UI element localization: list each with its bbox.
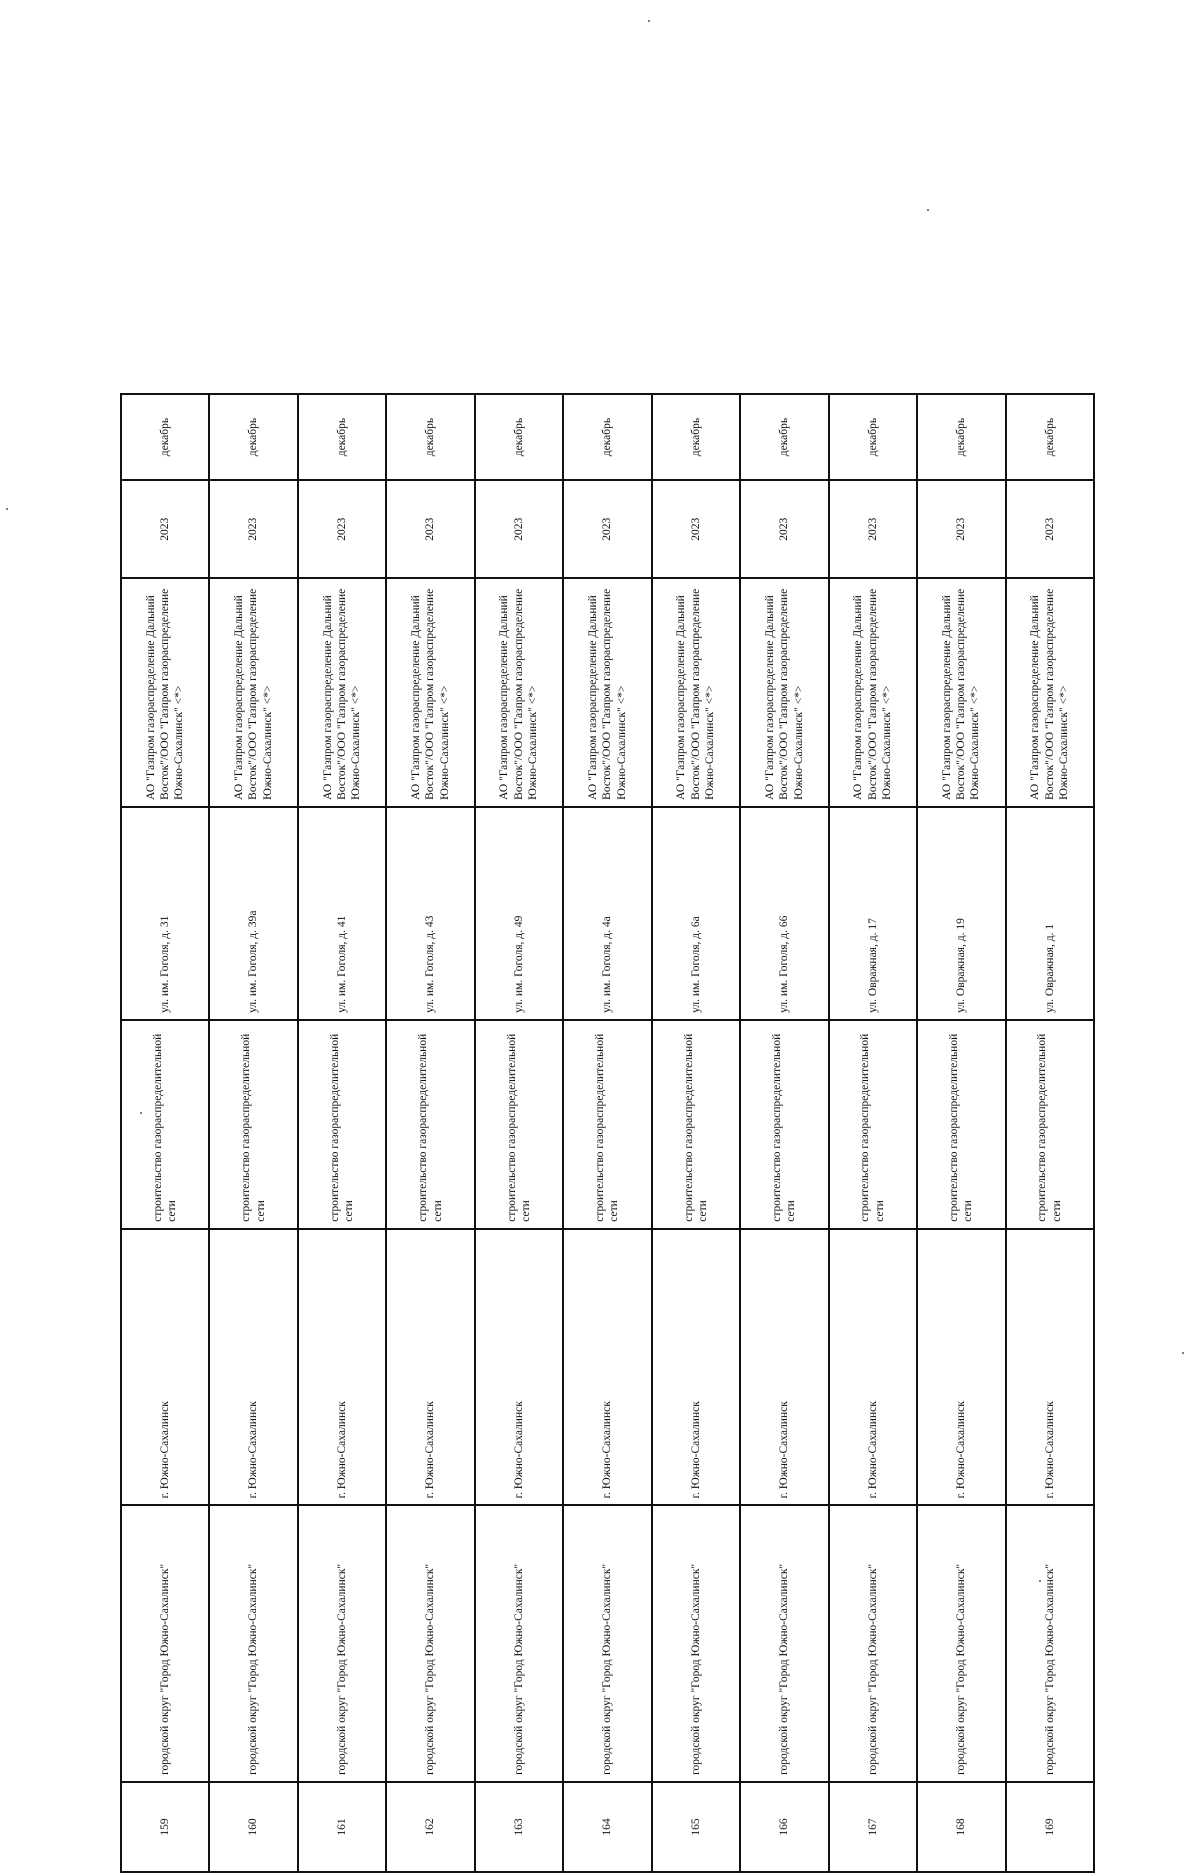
row-number-cell: 162 [386,1782,474,1872]
address-cell: ул. им. Гоголя, д. 31 [121,807,209,1020]
table-row [386,394,474,1872]
row-number-cell: 164 [563,1782,651,1872]
scan-speck [1182,1352,1184,1354]
work-type-cell: строительство газораспределительной сети [121,1020,209,1229]
work-type-cell: строительство газораспределительной сети [1006,1020,1094,1229]
address-cell: ул. им. Гоголя, д. 66 [740,807,828,1020]
organization-cell: АО "Газпром газораспределение Дальний Восток"/ООО "Газпром газораспределение Южно-Сахалинск" <*> [1006,578,1094,806]
year-cell: 2023 [298,480,386,578]
settlement-cell: г. Южно-Сахалинск [386,1229,474,1506]
row-number-cell: 159 [121,1782,209,1872]
work-type-cell: строительство газораспределительной сети [917,1020,1005,1229]
table-row [298,394,386,1872]
row-number-cell: 169 [1006,1782,1094,1872]
municipal-district-cell: городской округ "Город Южно-Сахалинск" [563,1505,651,1782]
scan-speck [648,20,650,22]
row-number-cell: 165 [652,1782,740,1872]
month-cell: декабрь [563,394,651,480]
address-cell: ул. им. Гоголя, д. 6а [652,807,740,1020]
year-cell: 2023 [652,480,740,578]
row-number-cell: 163 [475,1782,563,1872]
month-cell: декабрь [298,394,386,480]
address-cell: ул. Овражная, д. 17 [829,807,917,1020]
month-cell: декабрь [917,394,1005,480]
settlement-cell: г. Южно-Сахалинск [917,1229,1005,1506]
municipal-district-cell: городской округ "Город Южно-Сахалинск" [917,1505,1005,1782]
settlement-cell: г. Южно-Сахалинск [1006,1229,1094,1506]
organization-cell: АО "Газпром газораспределение Дальний Восток"/ООО "Газпром газораспределение Южно-Сахалинск" <*> [386,578,474,806]
year-cell: 2023 [386,480,474,578]
settlement-cell: г. Южно-Сахалинск [829,1229,917,1506]
organization-cell: АО "Газпром газораспределение Дальний Восток"/ООО "Газпром газораспределение Южно-Сахалинск" <*> [917,578,1005,806]
table-row [209,394,297,1872]
address-cell: ул. им. Гоголя, д. 49 [475,807,563,1020]
row-number-cell: 160 [209,1782,297,1872]
year-cell: 2023 [740,480,828,578]
work-type-cell: строительство газораспределительной сети [298,1020,386,1229]
year-cell: 2023 [829,480,917,578]
settlement-cell: г. Южно-Сахалинск [121,1229,209,1506]
organization-cell: АО "Газпром газораспределение Дальний Восток"/ООО "Газпром газораспределение Южно-Сахалинск" <*> [475,578,563,806]
municipal-district-cell: городской округ "Город Южно-Сахалинск" [386,1505,474,1782]
address-cell: ул. им. Гоголя, д. 41 [298,807,386,1020]
work-type-cell: строительство газораспределительной сети [475,1020,563,1229]
organization-cell: АО "Газпром газораспределение Дальний Восток"/ООО "Газпром газораспределение Южно-Сахалинск" <*> [652,578,740,806]
row-number-cell: 168 [917,1782,1005,1872]
year-cell: 2023 [917,480,1005,578]
gasification-schedule-table [120,393,1095,1873]
work-type-cell: строительство газораспределительной сети [829,1020,917,1229]
municipal-district-cell: городской округ "Город Южно-Сахалинск" [652,1505,740,1782]
municipal-district-cell: городской округ "Город Южно-Сахалинск" [121,1505,209,1782]
year-cell: 2023 [475,480,563,578]
year-cell: 2023 [563,480,651,578]
work-type-cell: строительство газораспределительной сети [740,1020,828,1229]
table-row [652,394,740,1872]
address-cell: ул. им. Гоголя, д. 39а [209,807,297,1020]
municipal-district-cell: городской округ "Город Южно-Сахалинск" [298,1505,386,1782]
work-type-cell: строительство газораспределительной сети [386,1020,474,1229]
municipal-district-cell: городской округ "Город Южно-Сахалинск" [829,1505,917,1782]
month-cell: декабрь [121,394,209,480]
scan-speck [927,209,929,211]
municipal-district-cell: городской округ "Город Южно-Сахалинск" [209,1505,297,1782]
year-cell: 2023 [1006,480,1094,578]
settlement-cell: г. Южно-Сахалинск [475,1229,563,1506]
work-type-cell: строительство газораспределительной сети [563,1020,651,1229]
work-type-cell: строительство газораспределительной сети [652,1020,740,1229]
address-cell: ул. Овражная, д. 19 [917,807,1005,1020]
month-cell: декабрь [386,394,474,480]
month-cell: декабрь [740,394,828,480]
organization-cell: АО "Газпром газораспределение Дальний Восток"/ООО "Газпром газораспределение Южно-Сахалинск" <*> [121,578,209,806]
year-cell: 2023 [121,480,209,578]
municipal-district-cell: городской округ "Город Южно-Сахалинск" [1006,1505,1094,1782]
organization-cell: АО "Газпром газораспределение Дальний Восток"/ООО "Газпром газораспределение Южно-Сахалинск" <*> [209,578,297,806]
organization-cell: АО "Газпром газораспределение Дальний Восток"/ООО "Газпром газораспределение Южно-Сахалинск" <*> [740,578,828,806]
settlement-cell: г. Южно-Сахалинск [298,1229,386,1506]
address-cell: ул. Овражная, д. 1 [1006,807,1094,1020]
municipal-district-cell: городской округ "Город Южно-Сахалинск" [740,1505,828,1782]
month-cell: декабрь [475,394,563,480]
month-cell: декабрь [652,394,740,480]
row-number-cell: 167 [829,1782,917,1872]
table-row [740,394,828,1872]
organization-cell: АО "Газпром газораспределение Дальний Восток"/ООО "Газпром газораспределение Южно-Сахалинск" <*> [298,578,386,806]
address-cell: ул. им. Гоголя, д. 4а [563,807,651,1020]
settlement-cell: г. Южно-Сахалинск [652,1229,740,1506]
settlement-cell: г. Южно-Сахалинск [563,1229,651,1506]
scan-speck [6,508,8,510]
year-cell: 2023 [209,480,297,578]
municipal-district-cell: городской округ "Город Южно-Сахалинск" [475,1505,563,1782]
row-number-cell: 166 [740,1782,828,1872]
table-body [121,394,1094,1872]
rotated-table-frame [120,393,1095,1873]
table-row [563,394,651,1872]
address-cell: ул. им. Гоголя, д. 43 [386,807,474,1020]
month-cell: декабрь [829,394,917,480]
work-type-cell: строительство газораспределительной сети [209,1020,297,1229]
month-cell: декабрь [209,394,297,480]
table-row [917,394,1005,1872]
month-cell: декабрь [1006,394,1094,480]
table-row [475,394,563,1872]
organization-cell: АО "Газпром газораспределение Дальний Восток"/ООО "Газпром газораспределение Южно-Сахалинск" <*> [563,578,651,806]
settlement-cell: г. Южно-Сахалинск [740,1229,828,1506]
table-row [121,394,209,1872]
row-number-cell: 161 [298,1782,386,1872]
organization-cell: АО "Газпром газораспределение Дальний Восток"/ООО "Газпром газораспределение Южно-Сахалинск" <*> [829,578,917,806]
table-row [1006,394,1094,1872]
settlement-cell: г. Южно-Сахалинск [209,1229,297,1506]
table-row [829,394,917,1872]
